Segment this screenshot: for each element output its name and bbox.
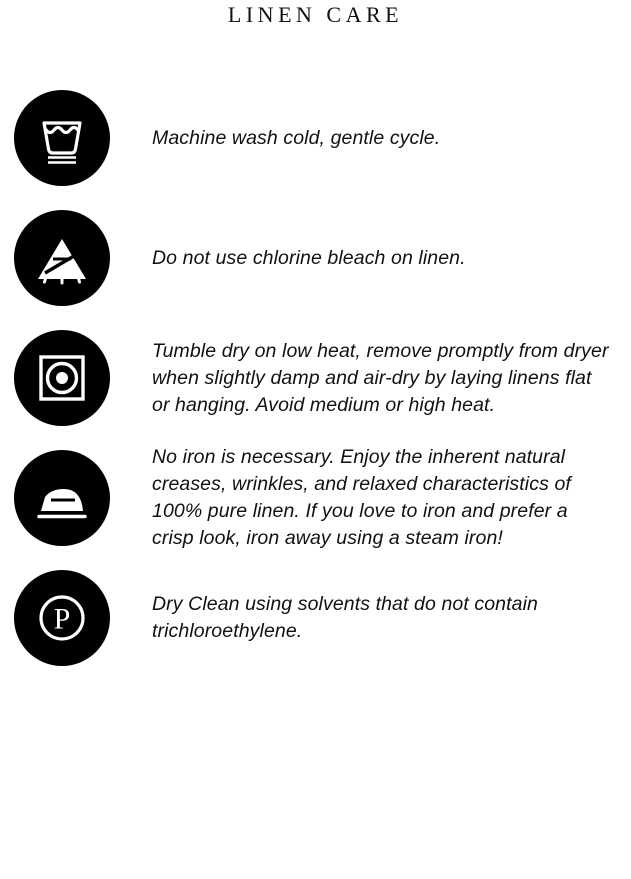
do-not-bleach-icon bbox=[14, 210, 110, 306]
svg-text:P: P bbox=[53, 602, 71, 636]
iron-icon bbox=[14, 450, 110, 546]
iron-icon-wrapper bbox=[14, 450, 110, 546]
tumble-dry-low-icon bbox=[14, 330, 110, 426]
care-item-text: Machine wash cold, gentle cycle. bbox=[152, 126, 441, 149]
tumble-dry-low-icon-wrapper bbox=[14, 330, 110, 426]
care-item-text: No iron is necessary. Enjoy the inherent natural creases, wrinkles, and relaxed characteristics of 100% pure linen. If you love to iron and prefer a crisp look, iron away using a steam iron! bbox=[152, 446, 571, 549]
care-item-do-not-bleach bbox=[0, 202, 631, 314]
care-item-tumble-dry bbox=[0, 322, 631, 434]
dry-clean-p-icon bbox=[14, 570, 110, 666]
page-title: LINEN CARE bbox=[227, 2, 404, 27]
machine-wash-icon bbox=[14, 90, 110, 186]
care-item-text: Tumble dry on low heat, remove promptly from dryer when slightly damp and air-dry by laying linens flat or hanging. Avoid medium or high heat. bbox=[152, 339, 609, 416]
care-item-text: Do not use chlorine bleach on linen. bbox=[152, 246, 466, 269]
do-not-bleach-icon-wrapper bbox=[14, 210, 110, 306]
care-instruction-list bbox=[0, 82, 631, 674]
care-item-dry-clean bbox=[0, 562, 631, 674]
care-item-text: Dry Clean using solvents that do not contain trichloroethylene. bbox=[152, 593, 538, 642]
care-item-machine-wash bbox=[0, 82, 631, 194]
care-item-iron bbox=[0, 442, 631, 554]
dry-clean-p-icon-wrapper bbox=[14, 570, 110, 666]
machine-wash-icon-wrapper bbox=[14, 90, 110, 186]
